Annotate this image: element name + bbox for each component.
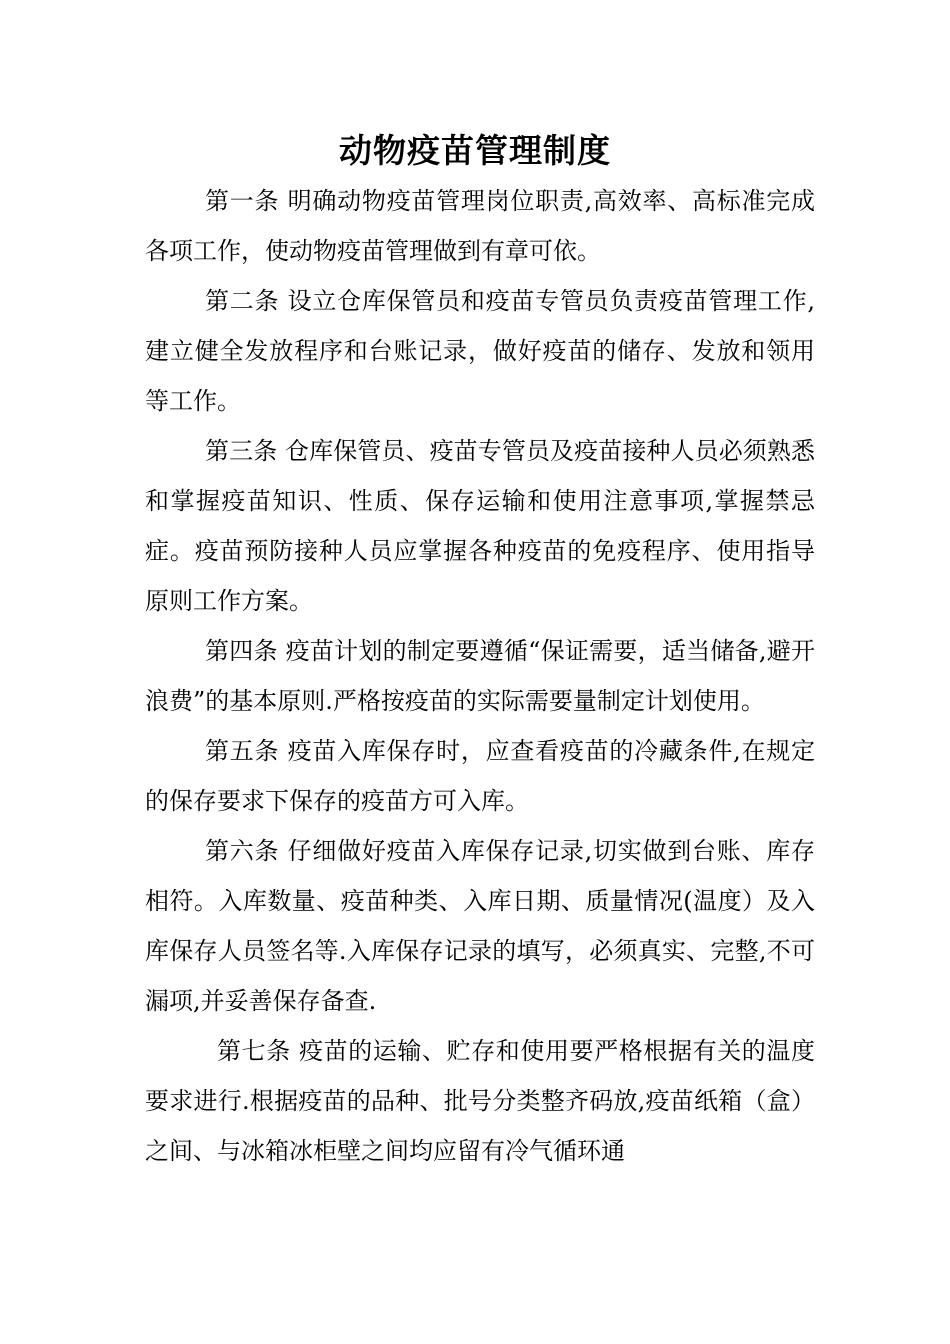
article-4: 第四条 疫苗计划的制定要遵循“保证需要，适当储备,避开浪费”的基本原则.严格按疫苗的实际需要量制定计划使用。 (145, 637, 815, 715)
article-5: 第五条 疫苗入库保存时，应查看疫苗的冷藏条件,在规定的保存要求下保存的疫苗方可入库。 (145, 737, 815, 815)
article-3: 第三条 仓库保管员、疫苗专管员及疫苗接种人员必须熟悉和掌握疫苗知识、性质、保存运输和使用注意事项,掌握禁忌症。疫苗预防接种人员应掌握各种疫苗的免疫程序、使用指导原则工作方案。 (145, 437, 815, 615)
article-2: 第二条 设立仓库保管员和疫苗专管员负责疫苗管理工作,建立健全发放程序和台账记录，做好疫苗的储存、发放和领用等工作。 (145, 287, 815, 415)
article-7: 第七条 疫苗的运输、贮存和使用要严格根据有关的温度要求进行.根据疫苗的品种、批号分类整齐码放,疫苗纸箱（盒）之间、与冰箱冰柜壁之间均应留有冷气循环通 (145, 1037, 815, 1165)
document-body (145, 176, 815, 1176)
document-title: 动物疫苗管理制度 (339, 131, 611, 170)
article-1: 第一条 明确动物疫苗管理岗位职责,高效率、高标准完成各项工作，使动物疫苗管理做到有章可依。 (145, 187, 815, 265)
article-6: 第六条 仔细做好疫苗入库保存记录,切实做到台账、库存相符。入库数量、疫苗种类、入库日期、质量情况(温度）及入库保存人员签名等.入库保存记录的填写，必须真实、完整,不可漏项,并妥善保存备查. (145, 837, 815, 1015)
